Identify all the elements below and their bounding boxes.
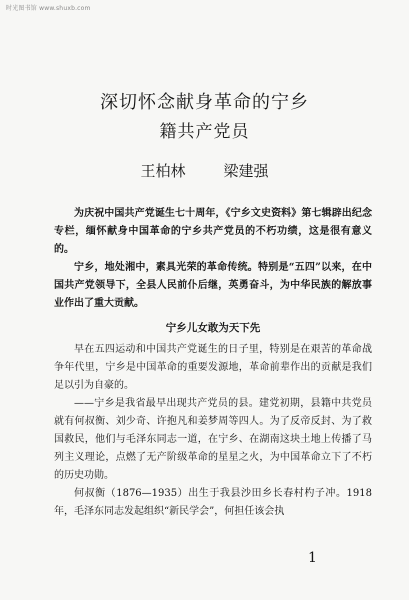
article-title-line-2: 籍共产党员 (159, 122, 250, 142)
intro-paragraph: 宁乡，地处湘中，素具光荣的革命传统。特别是“五四”以来，在中国共产党领导下，全县人民前仆后继，英勇奋斗，为中华民族的解放事业作出了重大贡献。 (54, 262, 372, 309)
article-body (54, 205, 372, 521)
author-line (0, 160, 409, 181)
section-heading: 宁乡儿女敢为天下先 (165, 322, 261, 334)
author-name: 王柏林 (140, 162, 186, 180)
body-paragraph: 早在五四运动和中国共产党诞生的日子里，特别是在艰苦的革命战争年代里，宁乡是中国革命的重要发源地，革命前辈作出的贡献是我们足以引为自豪的。 (54, 344, 372, 391)
watermark: 时光图书馆 www.shuxb.com (6, 5, 91, 12)
body-paragraph: 何叔衡（1876—1935）出生于我县沙田乡长春村杓子冲。1918年，毛泽东同志发起组织“新民学会”，何担任该会执 (54, 488, 372, 517)
author-name: 梁建强 (223, 162, 269, 180)
page-number: 1 (308, 550, 317, 566)
body-paragraph: ——宁乡是我省最早出现共产党员的县。建党初期，县籍中共党员就有何叔衡、刘少奇、许抱凡和姜梦周等四人。为了反帝反封、为了救国救民，他们与毛泽东同志一道，在宁乡、在湖南这块土地上传播了马列主义理论，点燃了无产阶级革命的星星之火，为中国革命立下了不朽的历史功勋。 (54, 398, 372, 481)
intro-paragraph: 为庆祝中国共产党诞生七十周年，《宁乡文史资料》第七辑辟出纪念专栏，缅怀献身中国革命的宁乡共产党员的不朽功绩，这是很有意义的。 (54, 208, 372, 255)
article-title-line-1: 深切怀念献身革命的宁乡 (100, 92, 309, 113)
